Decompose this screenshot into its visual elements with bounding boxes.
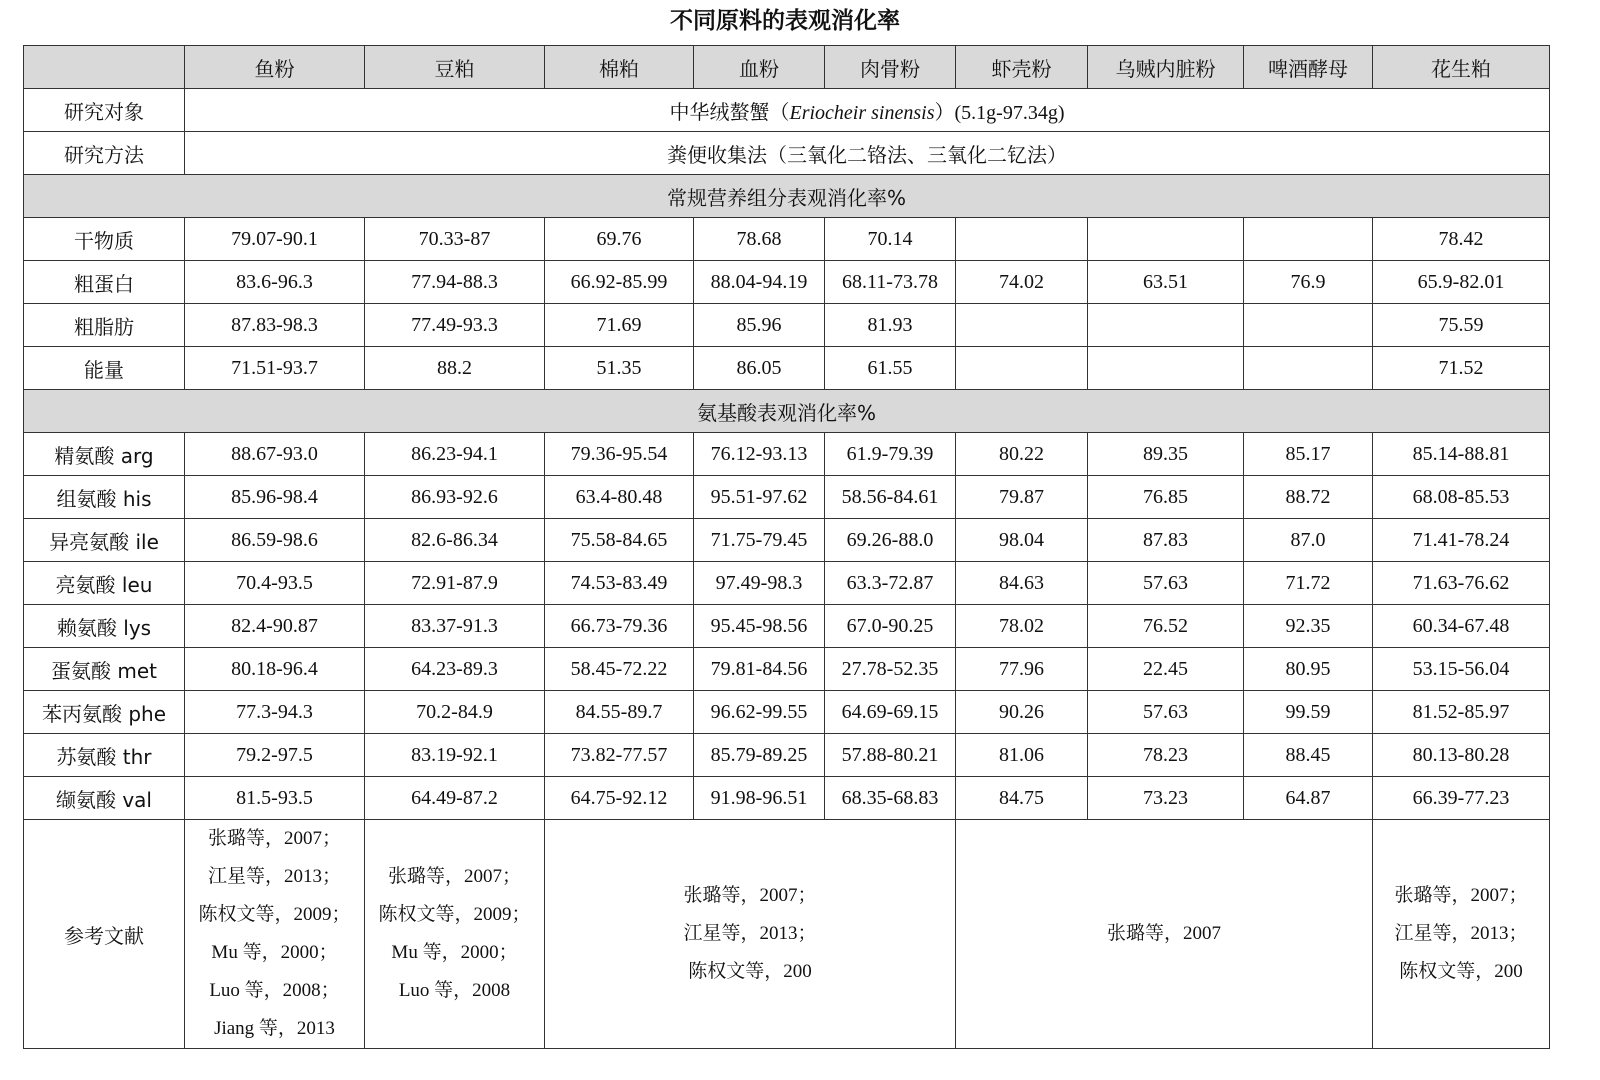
- table-row: [24, 519, 1550, 562]
- table-cell: 71.63-76.62: [1373, 562, 1550, 605]
- header-corner: [24, 46, 185, 89]
- table-cell: 65.9-82.01: [1373, 261, 1550, 304]
- table-cell: 85.96-98.4: [185, 476, 365, 519]
- table-cell: 83.37-91.3: [365, 605, 545, 648]
- row-label: 缬氨酸 val: [24, 777, 185, 820]
- reference-cell: [365, 820, 545, 1049]
- reference-line: Mu 等，2000；: [211, 942, 338, 963]
- table-row: [24, 218, 1550, 261]
- column-header: 虾壳粉: [956, 46, 1088, 89]
- table-cell: 53.15-56.04: [1373, 648, 1550, 691]
- row-label: 亮氨酸 leu: [24, 562, 185, 605]
- reference-line: Luo 等，2008: [398, 980, 511, 1001]
- table-cell: 89.35: [1088, 433, 1244, 476]
- reference-cell: [545, 820, 956, 1049]
- table-cell: 79.2-97.5: [185, 734, 365, 777]
- table-cell: 66.39-77.23: [1373, 777, 1550, 820]
- subject-row: [24, 89, 1550, 132]
- table-cell: 87.83-98.3: [185, 304, 365, 347]
- table-cell: 82.6-86.34: [365, 519, 545, 562]
- table-row: [24, 734, 1550, 777]
- row-label: 参考文献: [24, 820, 185, 1049]
- table-cell: 64.75-92.12: [545, 777, 694, 820]
- row-label: 赖氨酸 lys: [24, 605, 185, 648]
- table-cell: 75.59: [1373, 304, 1550, 347]
- table-row: [24, 562, 1550, 605]
- section-header-row: [24, 390, 1550, 433]
- table-cell: 57.63: [1088, 691, 1244, 734]
- table-cell: 22.45: [1088, 648, 1244, 691]
- table-cell: 79.87: [956, 476, 1088, 519]
- column-header: 乌贼内脏粉: [1088, 46, 1244, 89]
- row-label: 干物质: [24, 218, 185, 261]
- table-cell: 68.11-73.78: [825, 261, 956, 304]
- table-cell: 71.52: [1373, 347, 1550, 390]
- table-cell: 97.49-98.3: [694, 562, 825, 605]
- table-cell: 58.45-72.22: [545, 648, 694, 691]
- reference-line: 江星等，2013；: [1394, 923, 1528, 944]
- table-cell: 72.91-87.9: [365, 562, 545, 605]
- section-header-row: [24, 175, 1550, 218]
- table-cell: 64.87: [1244, 777, 1373, 820]
- column-header: 棉粕: [545, 46, 694, 89]
- table-cell: 63.4-80.48: [545, 476, 694, 519]
- table-cell: 71.72: [1244, 562, 1373, 605]
- table-row: [24, 605, 1550, 648]
- table-cell: 79.36-95.54: [545, 433, 694, 476]
- digestibility-table: [23, 45, 1550, 1049]
- table-cell: 78.02: [956, 605, 1088, 648]
- table-cell: 70.2-84.9: [365, 691, 545, 734]
- section2-body: [24, 433, 1550, 820]
- table-cell: 76.9: [1244, 261, 1373, 304]
- table-row: [24, 777, 1550, 820]
- table-cell: 74.53-83.49: [545, 562, 694, 605]
- row-label: 苏氨酸 thr: [24, 734, 185, 777]
- reference-line: Luo 等，2008；: [209, 980, 340, 1001]
- table-cell: 64.23-89.3: [365, 648, 545, 691]
- row-label: 苯丙氨酸 phe: [24, 691, 185, 734]
- reference-line: 张璐等，2007: [1106, 923, 1221, 944]
- table-cell: 99.59: [1244, 691, 1373, 734]
- reference-cell: [1373, 820, 1550, 1049]
- table-cell: 68.08-85.53: [1373, 476, 1550, 519]
- table-cell: [1088, 304, 1244, 347]
- reference-line: 陈权文等，200: [1399, 961, 1523, 982]
- table-cell: 95.45-98.56: [694, 605, 825, 648]
- table-cell: 81.5-93.5: [185, 777, 365, 820]
- reference-line: Jiang 等，2013: [214, 1018, 335, 1039]
- table-cell: 77.94-88.3: [365, 261, 545, 304]
- table-cell: 74.02: [956, 261, 1088, 304]
- reference-cell: [956, 820, 1373, 1049]
- table-cell: [1244, 218, 1373, 261]
- table-cell: 85.17: [1244, 433, 1373, 476]
- table-cell: 57.63: [1088, 562, 1244, 605]
- subject-suffix: ）(5.1g-97.34g): [934, 101, 1065, 124]
- table-cell: 83.19-92.1: [365, 734, 545, 777]
- table-cell: 80.13-80.28: [1373, 734, 1550, 777]
- section1-body: [24, 218, 1550, 390]
- column-header: 血粉: [694, 46, 825, 89]
- table-cell: 88.04-94.19: [694, 261, 825, 304]
- table-row: [24, 691, 1550, 734]
- row-label: 研究对象: [24, 89, 185, 132]
- table-cell: 66.73-79.36: [545, 605, 694, 648]
- table-cell: 81.52-85.97: [1373, 691, 1550, 734]
- column-header: 啤酒酵母: [1244, 46, 1373, 89]
- table-cell: 77.49-93.3: [365, 304, 545, 347]
- table-cell: [1088, 218, 1244, 261]
- reference-line: 江星等，2013；: [207, 866, 341, 887]
- table-cell: [1244, 347, 1373, 390]
- column-header: 豆粕: [365, 46, 545, 89]
- table-cell: 76.12-93.13: [694, 433, 825, 476]
- table-cell: 77.3-94.3: [185, 691, 365, 734]
- table-cell: [956, 304, 1088, 347]
- subject-value: [185, 89, 1550, 132]
- table-cell: 95.51-97.62: [694, 476, 825, 519]
- reference-line: 张璐等，2007；: [207, 828, 341, 849]
- reference-line: 张璐等，2007；: [683, 885, 817, 906]
- table-cell: 84.75: [956, 777, 1088, 820]
- table-cell: 71.51-93.7: [185, 347, 365, 390]
- table-row: [24, 347, 1550, 390]
- table-cell: 70.33-87: [365, 218, 545, 261]
- table-cell: 79.81-84.56: [694, 648, 825, 691]
- table-cell: 71.69: [545, 304, 694, 347]
- table-cell: 83.6-96.3: [185, 261, 365, 304]
- method-value: 粪便收集法（三氧化二铬法、三氧化二钇法）: [185, 132, 1550, 175]
- table-cell: 84.55-89.7: [545, 691, 694, 734]
- table-cell: 78.23: [1088, 734, 1244, 777]
- table-cell: 71.75-79.45: [694, 519, 825, 562]
- table-cell: 78.68: [694, 218, 825, 261]
- reference-line: 江星等，2013；: [683, 923, 817, 944]
- table-cell: 88.72: [1244, 476, 1373, 519]
- table-cell: 58.56-84.61: [825, 476, 956, 519]
- table-cell: 88.45: [1244, 734, 1373, 777]
- references-row: [24, 820, 1550, 1049]
- subject-prefix: 中华绒螯蟹（: [669, 101, 790, 124]
- reference-line: 张璐等，2007；: [387, 866, 521, 887]
- row-label: 粗蛋白: [24, 261, 185, 304]
- table-cell: 84.63: [956, 562, 1088, 605]
- table-cell: 86.23-94.1: [365, 433, 545, 476]
- row-label: 组氨酸 his: [24, 476, 185, 519]
- table-title: 不同原料的表观消化率: [670, 8, 900, 34]
- row-label: 异亮氨酸 ile: [24, 519, 185, 562]
- column-header: 花生粕: [1373, 46, 1550, 89]
- table-cell: 80.22: [956, 433, 1088, 476]
- table-cell: 64.49-87.2: [365, 777, 545, 820]
- table-cell: 57.88-80.21: [825, 734, 956, 777]
- table-cell: 64.69-69.15: [825, 691, 956, 734]
- table-cell: 77.96: [956, 648, 1088, 691]
- table-cell: 61.55: [825, 347, 956, 390]
- table-cell: 67.0-90.25: [825, 605, 956, 648]
- reference-line: 陈权文等，2009；: [198, 904, 351, 925]
- table-cell: 27.78-52.35: [825, 648, 956, 691]
- table-cell: 63.51: [1088, 261, 1244, 304]
- table-cell: 85.79-89.25: [694, 734, 825, 777]
- reference-line: Mu 等，2000；: [391, 942, 518, 963]
- table-cell: 91.98-96.51: [694, 777, 825, 820]
- table-cell: 85.14-88.81: [1373, 433, 1550, 476]
- column-header: 肉骨粉: [825, 46, 956, 89]
- table-cell: 86.05: [694, 347, 825, 390]
- table-cell: 98.04: [956, 519, 1088, 562]
- table-cell: 85.96: [694, 304, 825, 347]
- table-row: [24, 476, 1550, 519]
- table-cell: 79.07-90.1: [185, 218, 365, 261]
- table-cell: 96.62-99.55: [694, 691, 825, 734]
- table-cell: 75.58-84.65: [545, 519, 694, 562]
- section-title: 常规营养组分表观消化率%: [24, 175, 1550, 218]
- row-label: 蛋氨酸 met: [24, 648, 185, 691]
- table-cell: 76.85: [1088, 476, 1244, 519]
- table-cell: 69.26-88.0: [825, 519, 956, 562]
- row-label: 研究方法: [24, 132, 185, 175]
- table-cell: 87.0: [1244, 519, 1373, 562]
- reference-cell: [185, 820, 365, 1049]
- table-cell: 66.92-85.99: [545, 261, 694, 304]
- table-cell: 80.18-96.4: [185, 648, 365, 691]
- table-cell: 87.83: [1088, 519, 1244, 562]
- table-row: [24, 648, 1550, 691]
- table-cell: 86.59-98.6: [185, 519, 365, 562]
- section-title: 氨基酸表观消化率%: [24, 390, 1550, 433]
- table-cell: 81.93: [825, 304, 956, 347]
- table-cell: [956, 347, 1088, 390]
- column-header: 鱼粉: [185, 46, 365, 89]
- table-cell: 86.93-92.6: [365, 476, 545, 519]
- table-cell: 88.2: [365, 347, 545, 390]
- table-cell: 90.26: [956, 691, 1088, 734]
- row-label: 粗脂肪: [24, 304, 185, 347]
- table-row: [24, 261, 1550, 304]
- table-row: [24, 433, 1550, 476]
- table-cell: 70.4-93.5: [185, 562, 365, 605]
- table-cell: 60.34-67.48: [1373, 605, 1550, 648]
- table-cell: 63.3-72.87: [825, 562, 956, 605]
- subject-species: Eriocheir sinensis: [789, 101, 935, 124]
- reference-line: 张璐等，2007；: [1394, 885, 1528, 906]
- table-cell: 73.82-77.57: [545, 734, 694, 777]
- table-row: [24, 304, 1550, 347]
- reference-line: 陈权文等，200: [688, 961, 812, 982]
- method-row: [24, 132, 1550, 175]
- table-cell: 51.35: [545, 347, 694, 390]
- table-cell: 73.23: [1088, 777, 1244, 820]
- table-cell: 69.76: [545, 218, 694, 261]
- table-cell: 68.35-68.83: [825, 777, 956, 820]
- table-cell: 81.06: [956, 734, 1088, 777]
- table-cell: [1244, 304, 1373, 347]
- table-cell: 92.35: [1244, 605, 1373, 648]
- row-label: 精氨酸 arg: [24, 433, 185, 476]
- table-cell: 82.4-90.87: [185, 605, 365, 648]
- table-cell: 61.9-79.39: [825, 433, 956, 476]
- table-cell: 88.67-93.0: [185, 433, 365, 476]
- table-cell: 80.95: [1244, 648, 1373, 691]
- table-cell: 76.52: [1088, 605, 1244, 648]
- row-label: 能量: [24, 347, 185, 390]
- reference-line: 陈权文等，2009；: [378, 904, 531, 925]
- table-cell: 78.42: [1373, 218, 1550, 261]
- table-cell: 70.14: [825, 218, 956, 261]
- table-cell: [1088, 347, 1244, 390]
- header-row: [24, 46, 1550, 89]
- table-cell: 71.41-78.24: [1373, 519, 1550, 562]
- table-cell: [956, 218, 1088, 261]
